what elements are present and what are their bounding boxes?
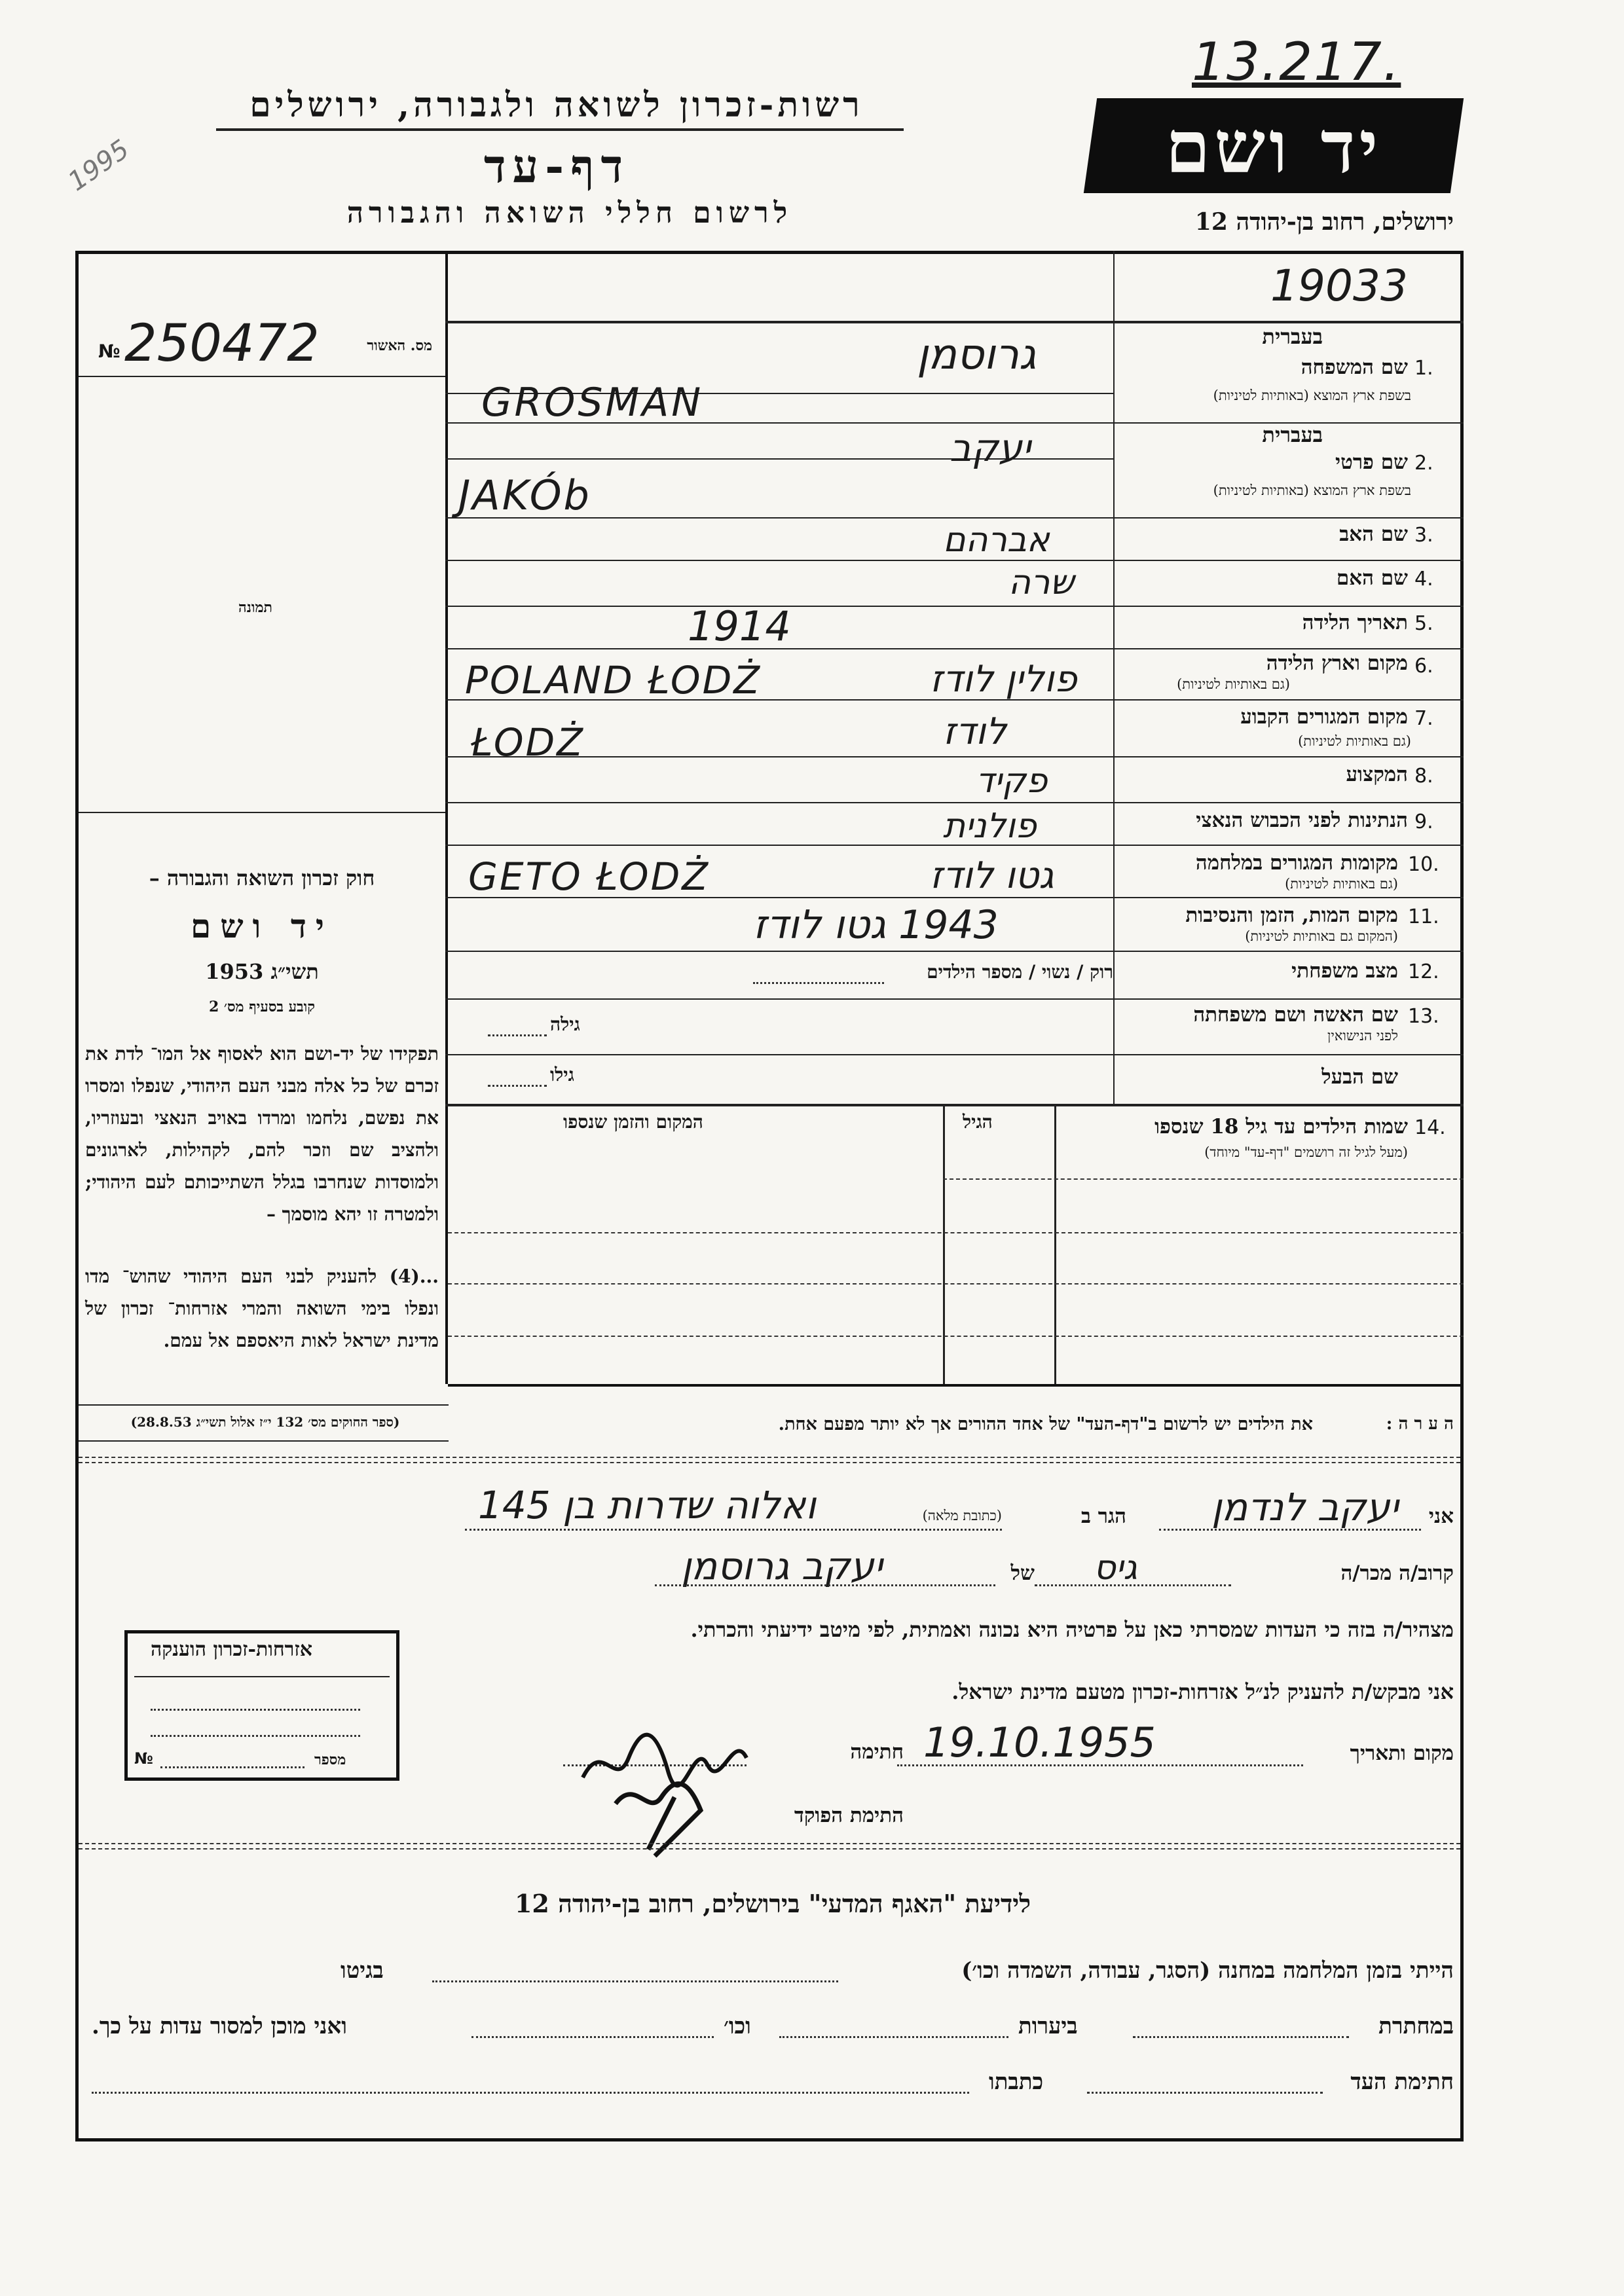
field-2-number: 2. [1414, 452, 1433, 475]
row-sep-4 [445, 606, 1464, 607]
field-10-hebrew-value[interactable]: גטו לודז [930, 854, 1054, 897]
law-year: תשי״ג 1953 [205, 959, 319, 984]
photo-bottom-line [79, 812, 445, 813]
registration-label: מס. האשור [367, 337, 432, 354]
children-row-2 [448, 1232, 1464, 1235]
field-11-value[interactable]: 1943 גטו לודז [753, 902, 999, 948]
row-sep-13b [445, 1104, 1464, 1106]
photo-label: תמונה [238, 599, 272, 616]
law-paragraph-1: תפקידו של יד-ושם הוא לאסוף אל המו־ לדת את זכרם של כל אלה מבני העם היהודי, שנפלו ומסרו את נפשם, נלחמו ומרדו באויב הנאצי ובעוזריו, ולהציב שם וזכר להם, לקהילות, לארגונים ולמוסדות שנחרבו בגלל השתייכותם לעם היהודי; ולמטרה זו יהא מוסמך – [85, 1043, 439, 1225]
field-2-latin-value[interactable]: JAKÓb [458, 471, 591, 519]
field-13-age-f-label: גילה [550, 1013, 580, 1035]
address: ירושלים, רחוב בן-יהודה 12 [1194, 208, 1454, 236]
law-paragraph-2: ...(4) להעניק לבני העם היהודי שהוש־ מדו ונפלו בימי השואה והמרי אזרחות־ זכרון של מדינת ישראל לאות היאספם אל עמם. [85, 1266, 439, 1351]
field-5-value[interactable]: 1914 [688, 602, 791, 650]
row-sep-5 [445, 648, 1464, 649]
declaration-relation[interactable]: גיס [1094, 1548, 1137, 1588]
bottom-line3-address: כתבתו [989, 2069, 1044, 2095]
file-number: 19033 [1270, 261, 1408, 311]
field-12-fill-line [753, 982, 884, 984]
field-9-number: 9. [1414, 811, 1433, 833]
children-title: שמות הילדים עד גיל 18 שנספו [1154, 1115, 1408, 1139]
logo-text: יד ושם [1165, 105, 1382, 189]
field-6-label: מקום וארץ הלידה [1266, 651, 1408, 675]
field-7-latin-value[interactable]: ŁODŻ [471, 720, 585, 765]
field-13-husband-label: שם הבעל [1321, 1065, 1398, 1089]
children-bottom [448, 1384, 1464, 1387]
law-section: קובע בסעיף מס׳ 2 [208, 998, 316, 1015]
file-number-line [445, 321, 1464, 323]
remembrance-box-title: אזרחות-זכרון הוענקה [151, 1638, 313, 1661]
bottom-line2-fill-3[interactable] [471, 2036, 714, 2038]
bottom-line2-fill-1[interactable] [1133, 2036, 1349, 2038]
field-11-sub: (המקום גם באותיות לטיניות) [1245, 928, 1398, 944]
declaration-date[interactable]: 19.10.1955 [923, 1719, 1156, 1766]
form-subtitle: לרשום חללי השואה והגבורה [346, 196, 793, 230]
row-sep-3 [445, 560, 1464, 561]
children-col-age: הגיל [963, 1111, 993, 1133]
remembrance-box-number-label: מספר [314, 1751, 346, 1768]
label-column-divider [1113, 251, 1115, 1104]
remembrance-box-no-symbol: № [134, 1749, 153, 1768]
supervisor-signature-label: התימת הפוקד [794, 1804, 904, 1827]
field-10-number: 10. [1408, 853, 1439, 876]
declaration-relation-line [1035, 1584, 1231, 1586]
declaration-statement: מצהיר/ה בזה כי העדות שמסרתי כאן על פרטיה היא נכונה ואמתית, לפי מיטב ידיעתי והכרתי. [690, 1617, 1454, 1642]
field-13-age-f-line[interactable] [488, 1034, 547, 1036]
law-title: חוק זכרון השואה והגבורה – [149, 866, 375, 890]
remembrance-box-dots-2[interactable] [151, 1735, 360, 1737]
children-col-divider-1 [943, 1104, 945, 1384]
bottom-line1-fill[interactable] [432, 1980, 838, 1982]
note-label: ה ע ר ה : [1386, 1414, 1454, 1434]
registration-number: 250472 [124, 314, 320, 373]
declaration-request: אני מבקש/ת להעניק לנ״ל אזרחות-זכרון מטעם מדינת ישראל. [951, 1679, 1454, 1704]
field-7-label: מקום המגורים הקבוע [1240, 705, 1408, 729]
field-1-hebrew-value[interactable]: גרוסמן [917, 331, 1037, 379]
field-3-number: 3. [1414, 524, 1433, 547]
declaration-place-date-label: מקום ותאריך [1350, 1741, 1454, 1765]
form-title: דף-עד [483, 139, 630, 193]
declaration-divider [79, 1843, 1460, 1850]
field-1-sub: בשפת ארץ המוצא (באותיות לטיניות) [1213, 388, 1411, 403]
declaration-of-line [655, 1584, 995, 1586]
field-8-label: המקצוע [1346, 763, 1408, 786]
field-1-latin-value[interactable]: GROSMAN [481, 380, 704, 426]
bottom-title: לידיעת "האגף המדעי" בירושלים, רחוב בן-יהודה 12 [514, 1889, 1031, 1918]
registration-no-symbol: № [98, 340, 120, 362]
registration-line [79, 376, 445, 377]
field-10-latin-value[interactable]: GETO ŁODŻ [468, 854, 710, 899]
field-7-number: 7. [1414, 707, 1433, 730]
left-column-divider [445, 251, 448, 1384]
field-13-label: שם האשה ושם משפחתה [1193, 1003, 1398, 1027]
field-13-sub: לפני הנישואין [1327, 1028, 1398, 1044]
children-col-place: המקום והזמן שנספו [563, 1111, 703, 1133]
note-text: את הילדים יש לרשום ב"דף-העד" של אחד ההורים אך לא יותר מפעם אחת. [778, 1414, 1313, 1434]
field-7-hebrew-value[interactable]: לודז [943, 710, 1007, 753]
row-sep-7 [445, 756, 1464, 757]
field-3-label: שם האב [1339, 522, 1408, 546]
field-3-value[interactable]: אברהם [943, 520, 1050, 560]
remembrance-box-number-line[interactable] [160, 1766, 304, 1768]
field-12-number: 12. [1408, 960, 1439, 983]
declaration-address-hint: (כתובת מלאה) [922, 1508, 1002, 1523]
children-subtitle: (מעל לגיל זה רושמים "דף-עד" מיוחד) [1204, 1144, 1408, 1160]
declaration-witness-name[interactable]: יעקב לנדמן [1211, 1485, 1399, 1529]
field-6-number: 6. [1414, 655, 1433, 678]
bottom-line3-fill-1[interactable] [1087, 2092, 1323, 2094]
field-4-value[interactable]: שרה [1008, 563, 1075, 602]
field-12-options[interactable]: רוק / נשוי / מספר הילדים [927, 961, 1113, 983]
declaration-address-line [465, 1529, 1002, 1531]
declaration-of-label: של [1010, 1561, 1035, 1585]
field-2-hebrew-value[interactable]: יעקב [950, 426, 1031, 470]
bottom-line2-mid: ביערות [1018, 2013, 1078, 2039]
field-7-sub: (גם באותיות לטיניות) [1298, 733, 1411, 749]
authority-underline [216, 128, 904, 131]
bottom-line2-start: במחתרת [1378, 2013, 1454, 2039]
row-sep-12 [445, 998, 1464, 1000]
field-13-age-m-label: גילו [550, 1064, 574, 1085]
field-13-number: 13. [1408, 1005, 1439, 1028]
bottom-line1-end: בגיטו [341, 1958, 384, 1984]
declaration-of-value[interactable]: יעקב גרוסמן [681, 1544, 883, 1588]
field-4-number: 4. [1414, 568, 1433, 591]
row-sep-13 [445, 1054, 1464, 1055]
row-sep-11 [445, 951, 1464, 952]
corner-mark: 1995 [63, 134, 135, 198]
law-reference-bottom [79, 1440, 449, 1442]
bottom-line3-fill-2[interactable] [92, 2092, 969, 2094]
declaration-relative-label: קרוב/ה מכר/ה [1340, 1561, 1454, 1585]
field-9-label: הנתינות לפני הכבוש הנאצי [1196, 809, 1408, 832]
declaration-name-line [1159, 1529, 1421, 1531]
bottom-line2-fill-2[interactable] [779, 2036, 1008, 2038]
field-8-number: 8. [1414, 765, 1433, 788]
field-10-sub: (גם באותיות לטיניות) [1285, 876, 1398, 892]
authority-name: רשות-זכרון לשואה ולגבורה, ירושלים [249, 85, 864, 125]
bottom-line2-end: ואני מוכן למסור עדות על כך. [92, 2013, 347, 2039]
field-12-label: מצב משפחתי [1291, 959, 1398, 983]
children-row-4 [448, 1336, 1464, 1338]
bottom-line3-label: חתימת העד [1350, 2069, 1454, 2095]
children-row-1 [943, 1178, 1464, 1181]
field-2-label: שם פרטי [1335, 450, 1408, 474]
declaration-resides-label: הגר ב [1080, 1504, 1126, 1528]
handwritten-top-number: 13.217. [1192, 31, 1401, 92]
field-5-number: 5. [1414, 612, 1433, 635]
law-name: יד ושם [191, 907, 333, 945]
field-9-value[interactable]: פולנית [943, 807, 1037, 846]
bottom-line2-etc: וכו׳ [724, 2013, 751, 2039]
declaration-signature-label: חתימה [850, 1740, 904, 1764]
field-6-latin-value[interactable]: POLAND ŁODŻ [465, 658, 762, 702]
field-2-sub: בשפת ארץ המוצא (באותיות לטיניות) [1213, 483, 1411, 498]
children-number: 14. [1414, 1116, 1446, 1139]
signature-scribble [576, 1699, 760, 1863]
declaration-i-label: אני [1428, 1504, 1454, 1528]
law-reference: (ספר החוקים מס׳ 132 י״ז אלול תשי״ג 28.8.53) [130, 1414, 400, 1430]
note-divider [79, 1457, 1460, 1463]
field-1-lang-tag: בעברית [1262, 324, 1323, 349]
law-reference-line [79, 1404, 449, 1406]
field-2-lang-tag: בעברית [1262, 422, 1323, 447]
field-6-sub: (גם באותיות לטיניות) [1177, 676, 1290, 692]
field-8-value[interactable]: פקיד [976, 761, 1048, 801]
field-10-label: מקומות המגורים במלחמה [1195, 851, 1398, 875]
row-sep-8 [445, 802, 1464, 803]
children-row-3 [448, 1283, 1464, 1286]
field-13-age-m-line[interactable] [488, 1085, 547, 1087]
field-11-number: 11. [1408, 905, 1439, 928]
declaration-date-line [897, 1764, 1303, 1766]
field-5-label: תאריך הלידה [1302, 611, 1408, 634]
field-11-label: מקום המות, הזמן והנסיבות [1185, 903, 1398, 927]
children-col-divider-2 [1054, 1104, 1056, 1384]
bottom-line1-label: הייתי בזמן המלחמה במחנה (הסגר, עבודה, השמדה וכו׳) [961, 1958, 1454, 1984]
field-4-label: שם האם [1336, 566, 1408, 590]
remembrance-box-line-1 [134, 1676, 390, 1677]
remembrance-box-dots-1[interactable] [151, 1709, 360, 1711]
field-6-hebrew-value[interactable]: פולין לודז [930, 658, 1077, 701]
row-sep-2 [445, 517, 1464, 519]
field-1-label: שם המשפחה [1301, 355, 1408, 379]
declaration-address[interactable]: ואלוה שדרות בן 145 [478, 1483, 817, 1527]
field-1-number: 1. [1414, 357, 1433, 380]
